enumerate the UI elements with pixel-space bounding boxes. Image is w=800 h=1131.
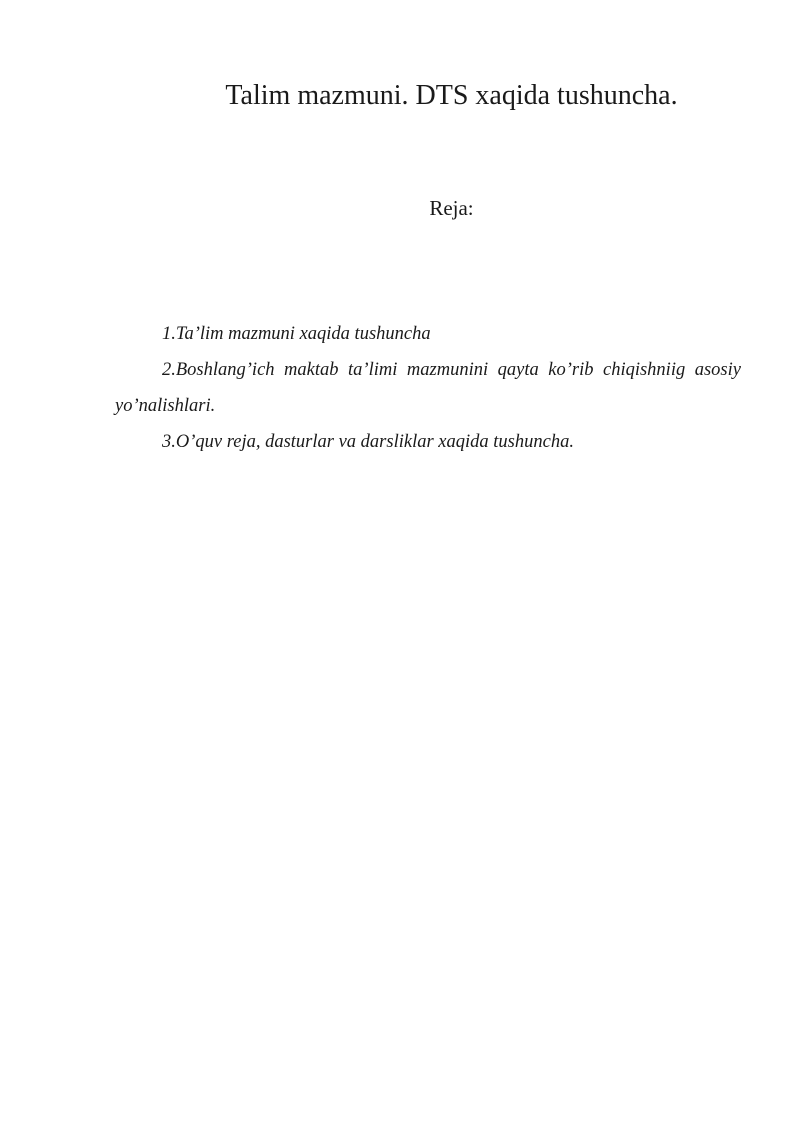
plan-item-1: 1.Ta’lim mazmuni xaqida tushuncha	[162, 324, 431, 344]
document-title: Talim mazmuni. DTS xaqida tushuncha.	[225, 80, 678, 111]
plan-heading: Reja:	[429, 196, 474, 220]
plan-item-2: 2.Boshlang’ich maktab ta’limi mazmunini qayta ko’rib chiqishniig asosiy yo’nalishlari.	[115, 360, 741, 416]
plan-item-3: 3.O’quv reja, dasturlar va darsliklar xaqida tushuncha.	[162, 432, 574, 452]
plan-list	[115, 316, 741, 460]
